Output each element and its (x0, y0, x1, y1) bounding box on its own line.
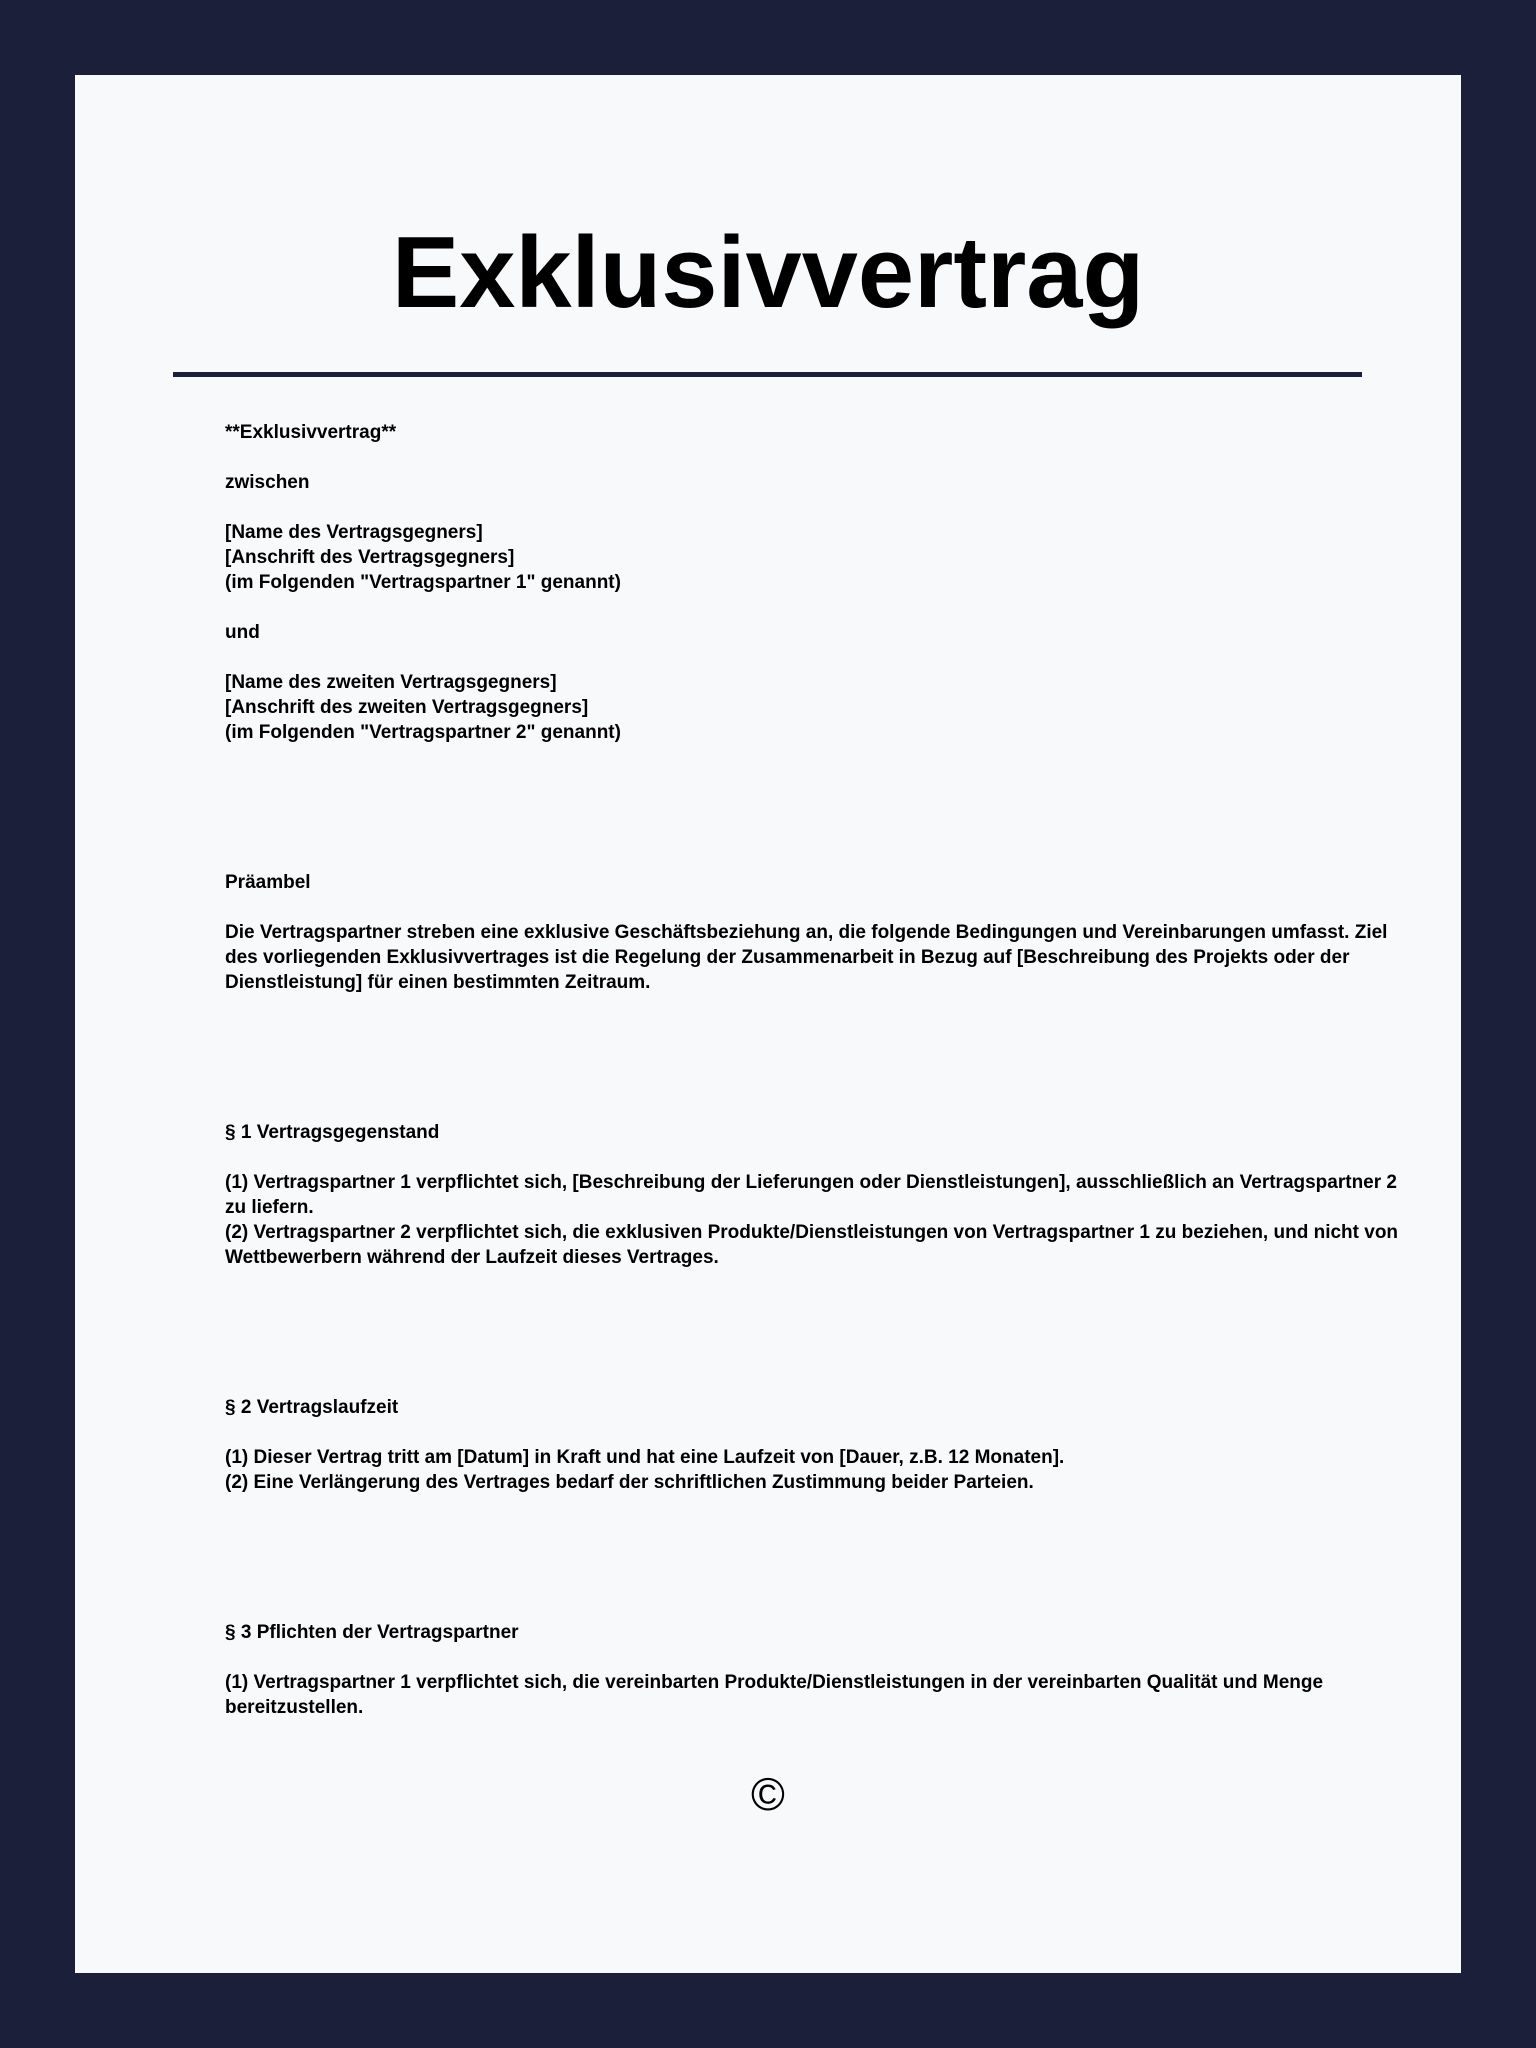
section-preamble (225, 870, 1415, 995)
section-2-term (225, 1395, 1415, 1495)
title-divider (173, 372, 1362, 377)
between-label: zwischen (225, 472, 310, 493)
section-paragraph: (1) Dieser Vertrag tritt am [Datum] in Kraft und hat eine Laufzeit von [Dauer, z.B. 12 Monaten]. (225, 1447, 1065, 1468)
section-heading: § 2 Vertragslaufzeit (225, 1397, 399, 1418)
section-heading: § 1 Vertragsgegenstand (225, 1122, 440, 1143)
party2-designation: (im Folgenden "Vertragspartner 2" genannt) (225, 722, 621, 743)
party2-name: [Name des zweiten Vertragsgegners] (225, 672, 557, 693)
section-paragraph: (2) Vertragspartner 2 verpflichtet sich, die exklusiven Produkte/Dienstleistungen von Vertragspartner 1 zu beziehen, und nicht von Wettbewerbern während der Laufzeit dieses Vertrages. (225, 1222, 1404, 1268)
contract-heading: **Exklusivvertrag** (225, 422, 397, 443)
section-1-subject (225, 1120, 1415, 1270)
party1-address: [Anschrift des Vertragsgegners] (225, 547, 515, 568)
party2-block (225, 670, 1415, 745)
and-label: und (225, 622, 260, 643)
document-body (225, 420, 1415, 1720)
section-heading: § 3 Pflichten der Vertragspartner (225, 1622, 519, 1643)
copyright-icon: © (751, 1768, 785, 1820)
party2-address: [Anschrift des zweiten Vertragsgegners] (225, 697, 589, 718)
document-page (75, 75, 1461, 1973)
section-heading: Präambel (225, 872, 311, 893)
section-paragraph: (1) Vertragspartner 1 verpflichtet sich, die vereinbarten Produkte/Dienstleistungen in der vereinbarten Qualität und Menge bereitzustellen. (225, 1672, 1329, 1718)
section-3-obligations (225, 1620, 1415, 1720)
party1-block (225, 520, 1415, 595)
section-paragraph: (1) Vertragspartner 1 verpflichtet sich, [Beschreibung der Lieferungen oder Dienstleistungen], ausschließlich an Vertragspartner 2 zu liefern. (225, 1172, 1403, 1218)
party1-designation: (im Folgenden "Vertragspartner 1" genannt) (225, 572, 621, 593)
section-paragraph: Die Vertragspartner streben eine exklusive Geschäftsbeziehung an, die folgende Bedingungen und Vereinbarungen umfasst. Ziel des vorliegenden Exklusivvertrages ist die Regelung der Zusammenarbeit in Bezug auf [Beschreibung des Projekts oder der Dienstleistung] für einen bestimmten Zeitraum. (225, 922, 1393, 993)
party1-name: [Name des Vertragsgegners] (225, 522, 483, 543)
section-paragraph: (2) Eine Verlängerung des Vertrages bedarf der schriftlichen Zustimmung beider Parteien. (225, 1472, 1034, 1493)
document-title: Exklusivvertrag (391, 217, 1145, 329)
